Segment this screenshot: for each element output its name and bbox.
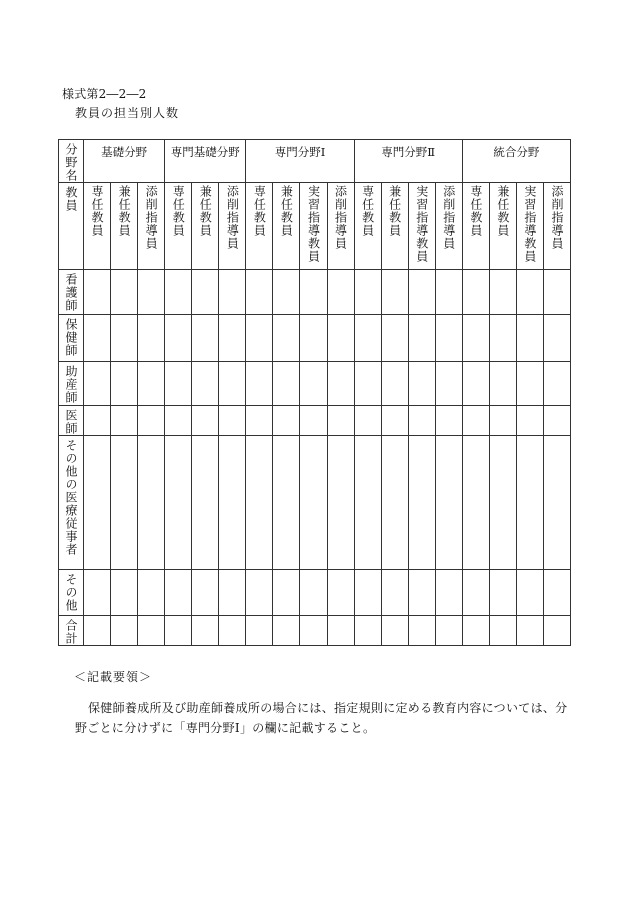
- row-label-cell: [59, 270, 84, 315]
- table-row: [59, 315, 571, 362]
- count-cell[interactable]: [489, 315, 516, 362]
- count-cell[interactable]: [165, 406, 192, 436]
- count-cell[interactable]: [435, 570, 462, 616]
- count-cell[interactable]: [192, 570, 219, 616]
- count-cell[interactable]: [246, 570, 273, 616]
- corner-teacher-cell: [59, 183, 84, 270]
- count-cell[interactable]: [408, 406, 435, 436]
- row-label-cell: [59, 616, 84, 646]
- count-cell[interactable]: [246, 616, 273, 646]
- count-cell[interactable]: [354, 436, 381, 570]
- count-cell[interactable]: [246, 315, 273, 362]
- sub-header-cell: 実習指導教員: [516, 183, 543, 270]
- count-cell[interactable]: [381, 270, 408, 315]
- count-cell[interactable]: [543, 270, 570, 315]
- sub-header-cell: 専任教員: [165, 183, 192, 270]
- count-cell[interactable]: [84, 570, 111, 616]
- teacher-type-row: [59, 183, 571, 270]
- count-cell[interactable]: [489, 270, 516, 315]
- count-cell[interactable]: [165, 436, 192, 570]
- count-cell[interactable]: [219, 362, 246, 406]
- notes-title: ＜記載要領＞: [74, 670, 153, 684]
- count-cell[interactable]: [192, 616, 219, 646]
- count-cell[interactable]: [462, 616, 489, 646]
- count-cell[interactable]: [219, 436, 246, 570]
- row-label: 助産師: [64, 365, 79, 404]
- count-cell[interactable]: [219, 570, 246, 616]
- table-row: [59, 436, 571, 570]
- count-cell[interactable]: [111, 436, 138, 570]
- field-header-tougou: 統合分野: [462, 140, 570, 183]
- field-header-senmon-kiso: 専門基礎分野: [165, 140, 246, 183]
- sub-header-cell: 添削指導員: [543, 183, 570, 270]
- count-cell[interactable]: [300, 616, 327, 646]
- field-header-kiso: 基礎分野: [84, 140, 165, 183]
- table-row: [59, 362, 571, 406]
- count-cell[interactable]: [381, 315, 408, 362]
- notes-body: 保健師養成所及び助産師養成所の場合には、指定規則に定める教育内容については、分野ごとに分けずに「専門分野Ⅰ」の欄に記載すること。: [75, 701, 568, 735]
- count-cell[interactable]: [273, 315, 300, 362]
- count-cell[interactable]: [381, 570, 408, 616]
- count-cell[interactable]: [489, 406, 516, 436]
- count-cell[interactable]: [489, 570, 516, 616]
- teacher-count-table: [58, 139, 571, 646]
- count-cell[interactable]: [192, 362, 219, 406]
- count-cell[interactable]: [273, 406, 300, 436]
- form-number: 様式第2―2―2: [62, 87, 147, 101]
- count-cell[interactable]: [381, 616, 408, 646]
- count-cell[interactable]: [84, 270, 111, 315]
- sub-header-cell: 兼任教員: [273, 183, 300, 270]
- count-cell[interactable]: [408, 315, 435, 362]
- count-cell[interactable]: [219, 315, 246, 362]
- sub-header-cell: 専任教員: [246, 183, 273, 270]
- count-cell[interactable]: [219, 270, 246, 315]
- count-cell[interactable]: [138, 436, 165, 570]
- corner-field-name-cell: [59, 140, 84, 183]
- count-cell[interactable]: [165, 315, 192, 362]
- count-cell[interactable]: [543, 570, 570, 616]
- sub-header-cell: 実習指導教員: [408, 183, 435, 270]
- row-label: 合計: [64, 619, 79, 645]
- count-cell[interactable]: [192, 406, 219, 436]
- count-cell[interactable]: [381, 436, 408, 570]
- count-cell[interactable]: [516, 436, 543, 570]
- count-cell[interactable]: [111, 570, 138, 616]
- count-cell[interactable]: [516, 362, 543, 406]
- count-cell[interactable]: [489, 362, 516, 406]
- count-cell[interactable]: [327, 270, 354, 315]
- form-title: 教員の担当別人数: [75, 106, 180, 120]
- table-row: [59, 270, 571, 315]
- count-cell[interactable]: [462, 315, 489, 362]
- corner-teacher: 教員: [64, 186, 79, 212]
- count-cell[interactable]: [84, 362, 111, 406]
- count-cell[interactable]: [381, 406, 408, 436]
- field-header-row: [59, 140, 571, 183]
- count-cell[interactable]: [165, 362, 192, 406]
- count-cell[interactable]: [111, 616, 138, 646]
- count-cell[interactable]: [327, 406, 354, 436]
- count-cell[interactable]: [84, 406, 111, 436]
- count-cell[interactable]: [543, 362, 570, 406]
- table-row: [59, 406, 571, 436]
- count-cell[interactable]: [516, 616, 543, 646]
- count-cell[interactable]: [111, 270, 138, 315]
- count-cell[interactable]: [219, 406, 246, 436]
- count-cell[interactable]: [354, 270, 381, 315]
- count-cell[interactable]: [435, 315, 462, 362]
- row-label: 保健師: [64, 318, 79, 357]
- count-cell[interactable]: [327, 315, 354, 362]
- sub-header-cell: 兼任教員: [489, 183, 516, 270]
- count-cell[interactable]: [165, 616, 192, 646]
- count-cell[interactable]: [516, 570, 543, 616]
- count-cell[interactable]: [111, 406, 138, 436]
- count-cell[interactable]: [489, 616, 516, 646]
- count-cell[interactable]: [435, 362, 462, 406]
- count-cell[interactable]: [354, 315, 381, 362]
- count-cell[interactable]: [543, 436, 570, 570]
- sub-header-cell: 専任教員: [462, 183, 489, 270]
- count-cell[interactable]: [462, 362, 489, 406]
- count-cell[interactable]: [327, 436, 354, 570]
- count-cell[interactable]: [165, 270, 192, 315]
- count-cell[interactable]: [138, 406, 165, 436]
- count-cell[interactable]: [516, 315, 543, 362]
- sub-header-cell: 添削指導員: [435, 183, 462, 270]
- count-cell[interactable]: [246, 362, 273, 406]
- count-cell[interactable]: [246, 436, 273, 570]
- count-cell[interactable]: [327, 362, 354, 406]
- count-cell[interactable]: [300, 362, 327, 406]
- count-cell[interactable]: [408, 436, 435, 570]
- count-cell[interactable]: [300, 270, 327, 315]
- sub-header-cell: 実習指導教員: [300, 183, 327, 270]
- row-label-cell: [59, 406, 84, 436]
- count-cell[interactable]: [138, 362, 165, 406]
- count-cell[interactable]: [543, 406, 570, 436]
- count-cell[interactable]: [327, 570, 354, 616]
- count-cell[interactable]: [543, 315, 570, 362]
- count-cell[interactable]: [84, 315, 111, 362]
- row-label: その他: [64, 573, 79, 612]
- count-cell[interactable]: [273, 436, 300, 570]
- count-cell[interactable]: [354, 406, 381, 436]
- count-cell[interactable]: [408, 616, 435, 646]
- count-cell[interactable]: [111, 362, 138, 406]
- sub-header-cell: 兼任教員: [192, 183, 219, 270]
- count-cell[interactable]: [354, 362, 381, 406]
- count-cell[interactable]: [273, 616, 300, 646]
- count-cell[interactable]: [408, 362, 435, 406]
- count-cell[interactable]: [462, 270, 489, 315]
- row-label-cell: [59, 436, 84, 570]
- row-label-cell: [59, 570, 84, 616]
- count-cell[interactable]: [273, 362, 300, 406]
- count-cell[interactable]: [300, 406, 327, 436]
- count-cell[interactable]: [84, 616, 111, 646]
- count-cell[interactable]: [462, 570, 489, 616]
- count-cell[interactable]: [138, 570, 165, 616]
- count-cell[interactable]: [435, 270, 462, 315]
- count-cell[interactable]: [138, 270, 165, 315]
- count-cell[interactable]: [327, 616, 354, 646]
- table-row: [59, 616, 571, 646]
- row-label: 医師: [64, 409, 79, 435]
- count-cell[interactable]: [246, 270, 273, 315]
- count-cell[interactable]: [489, 436, 516, 570]
- count-cell[interactable]: [516, 270, 543, 315]
- count-cell[interactable]: [435, 436, 462, 570]
- count-cell[interactable]: [354, 570, 381, 616]
- count-cell[interactable]: [381, 362, 408, 406]
- count-cell[interactable]: [192, 315, 219, 362]
- count-cell[interactable]: [273, 270, 300, 315]
- count-cell[interactable]: [138, 315, 165, 362]
- sub-header-cell: 添削指導員: [327, 183, 354, 270]
- count-cell[interactable]: [300, 315, 327, 362]
- count-cell[interactable]: [192, 436, 219, 570]
- count-cell[interactable]: [435, 406, 462, 436]
- sub-header-cell: 添削指導員: [219, 183, 246, 270]
- field-header-senmon-2: 専門分野Ⅱ: [354, 140, 462, 183]
- count-cell[interactable]: [165, 570, 192, 616]
- row-label-cell: [59, 362, 84, 406]
- count-cell[interactable]: [192, 270, 219, 315]
- count-cell[interactable]: [138, 616, 165, 646]
- field-header-senmon-1: 専門分野Ⅰ: [246, 140, 354, 183]
- sub-header-cell: 専任教員: [84, 183, 111, 270]
- count-cell[interactable]: [354, 616, 381, 646]
- sub-header-cell: 専任教員: [354, 183, 381, 270]
- count-cell[interactable]: [462, 406, 489, 436]
- count-cell[interactable]: [435, 616, 462, 646]
- row-label-cell: [59, 315, 84, 362]
- count-cell[interactable]: [273, 570, 300, 616]
- count-cell[interactable]: [84, 436, 111, 570]
- count-cell[interactable]: [543, 616, 570, 646]
- sub-header-cell: 兼任教員: [381, 183, 408, 270]
- row-label: 看護師: [64, 273, 79, 312]
- count-cell[interactable]: [219, 616, 246, 646]
- count-cell[interactable]: [516, 406, 543, 436]
- count-cell[interactable]: [408, 270, 435, 315]
- count-cell[interactable]: [111, 315, 138, 362]
- data-rows: [59, 270, 571, 646]
- sub-header-cell: 兼任教員: [111, 183, 138, 270]
- corner-field-name: 分野名: [64, 143, 79, 182]
- count-cell[interactable]: [408, 570, 435, 616]
- count-cell[interactable]: [246, 406, 273, 436]
- count-cell[interactable]: [300, 570, 327, 616]
- table-row: [59, 570, 571, 616]
- row-label: その他の医療従事者: [64, 439, 79, 556]
- count-cell[interactable]: [462, 436, 489, 570]
- sub-header-cell: 添削指導員: [138, 183, 165, 270]
- count-cell[interactable]: [300, 436, 327, 570]
